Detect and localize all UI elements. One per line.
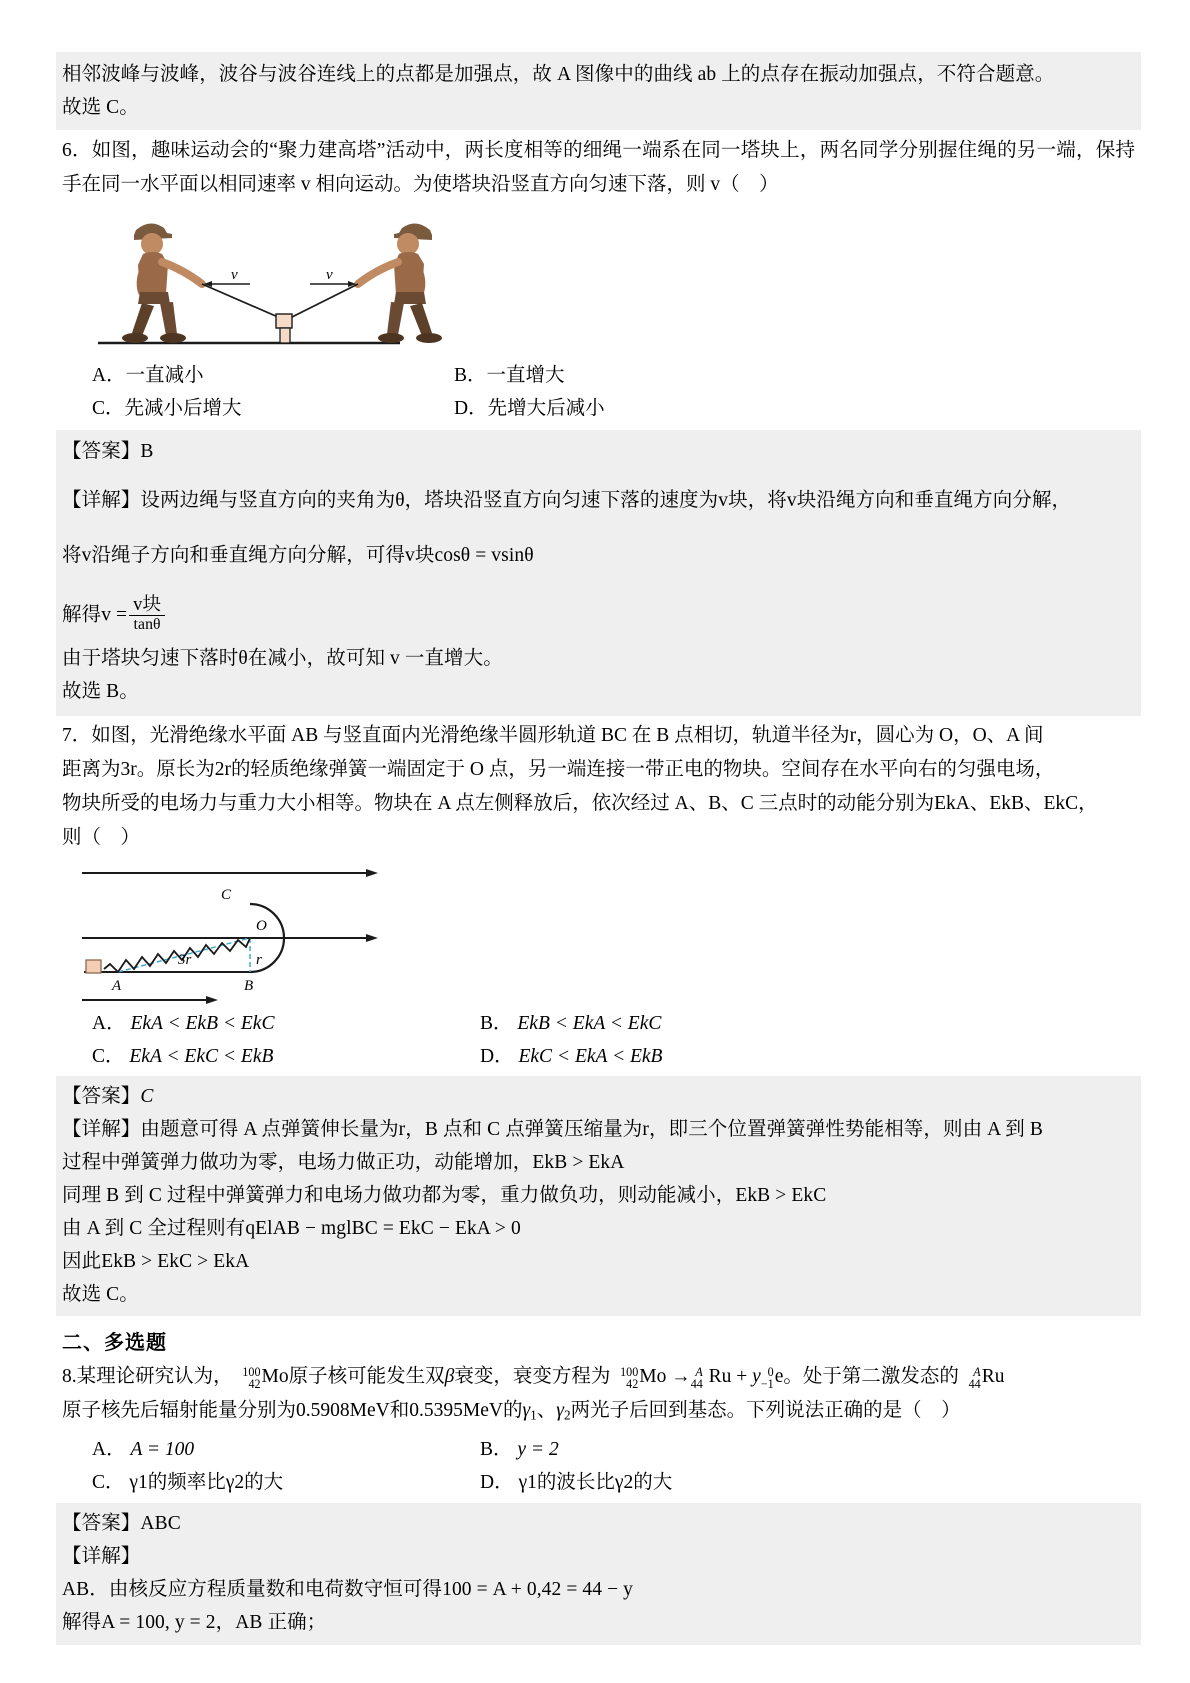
- section-2-title: 二、多选题: [62, 1332, 167, 1355]
- question-7-detail-line-3: 同理 B 到 C 过程中弹簧弹力和电场力做功都为零，重力做负功，则动能减小，EkB > EkC: [62, 1185, 827, 1207]
- question-6-detail-line-5: 故选 B。: [62, 681, 139, 703]
- nuclide-electron-0-minus1: 0 −1: [760, 1364, 774, 1391]
- question-8-detail-label: 【详解】: [62, 1545, 141, 1567]
- question-7-stem-line-1: 7．如图，光滑绝缘水平面 AB 与竖直面内光滑绝缘半圆形轨道 BC 在 B 点相切，轨道半径为r，圆心为 O，O、A 间: [62, 725, 1044, 747]
- question-6-answer-block: [56, 430, 1141, 716]
- option-8-D: D． γ1的波长比γ2的大: [480, 1471, 673, 1493]
- question-7-detail-line-2: 过程中弹簧弹力做功为零，电场力做正功，动能增加，EkB > EkA: [62, 1152, 625, 1174]
- question-8-options-row-2: [62, 1466, 1135, 1499]
- question-7-stem: [62, 719, 1135, 855]
- question-6-detail-line-2: 将v沿绳子方向和垂直绳方向分解，可得v块cosθ = vsinθ: [62, 545, 534, 566]
- question-7-detail-line-6: 故选 C。: [62, 1284, 139, 1306]
- question-8-options-row-1: [62, 1433, 1135, 1466]
- question-6-number: 6．: [62, 140, 92, 161]
- question-8-stem: [62, 1360, 1135, 1432]
- nuclide-ru-A-44-second: A 44: [968, 1364, 981, 1391]
- fraction-v-block-over-tan-theta: $\frac{\text{v块}}{\tan\theta}$: [129, 594, 165, 634]
- label-3r: 3r: [178, 952, 192, 969]
- question-7-options-row-1: [62, 1007, 1135, 1040]
- question-7-detail-line-4: 由 A 到 C 全过程则有qElAB − mglBC = EkC − EkA > 0: [62, 1218, 521, 1240]
- option-6-A: A．一直减小: [92, 365, 204, 386]
- question-8-stem-line-2: 原子核先后辐射能量分别为0.5908MeV和0.5395MeV的$\gamma_1$、$\gamma_2$两光子后回到基态。下列说法正确的是（ ）: [62, 1400, 961, 1423]
- velocity-label-left: v: [231, 267, 238, 283]
- nuclide-ru-A-44-first: A 44: [690, 1364, 703, 1391]
- question-7-stem-line-4: 则（ ）: [62, 827, 141, 849]
- question-8-number: 8.: [62, 1366, 77, 1388]
- left-student-figure: [122, 223, 202, 343]
- question-7-number: 7．: [62, 725, 92, 747]
- option-6-C: C．先减小后增大: [92, 398, 242, 419]
- question-7-stem-line-3: 物块所受的电场力与重力大小相等。物块在 A 点左侧释放后，依次经过 A、B、C 三点时的动能分别为EkA、EkB、EkC，: [62, 793, 1098, 815]
- question-6-detail-line-4: 由于塔块匀速下落时θ在减小，故可知 v 一直增大。: [62, 648, 503, 670]
- question-7-answer: 【答案】C: [62, 1086, 154, 1108]
- label-B: B: [244, 978, 254, 995]
- two-students-pulling-block-diagram: [90, 204, 490, 359]
- question-6-detail-line-1: 【详解】设两边绳与竖直方向的夹角为θ，塔块沿竖直方向匀速下落的速度为v块，将v块沿绳方向和垂直绳方向分解，: [62, 490, 1072, 511]
- option-6-D: D．先增大后减小: [454, 398, 605, 419]
- question-7-detail-line-1: 【详解】由题意可得 A 点弹簧伸长量为r，B 点和 C 点弹簧压缩量为r，即三个位置弹簧弹性势能相等，则由 A 到 B: [62, 1119, 1043, 1141]
- option-7-B: B． EkB < EkA < EkC: [480, 1013, 662, 1035]
- figure-question-6: [90, 204, 490, 359]
- velocity-label-right: v: [326, 267, 333, 283]
- question-6-detail-line-3: 解得v = $\frac{\text{v块}}{\tan\theta}$: [62, 596, 1135, 636]
- top-explanation-line-2: 故选 C。: [62, 97, 139, 118]
- question-7-detail-line-5: 因此EkB > EkC > EkA: [62, 1251, 250, 1273]
- option-8-B: B． y = 2: [480, 1438, 559, 1460]
- spring-block-semicircular-track-diagram: [70, 859, 470, 1009]
- question-7-options-row-2: [62, 1040, 1135, 1073]
- question-8-stem-line-1: 8.某理论研究认为， 100 42 Mo原子核可能发生双β衰变，衰变方程为 100 42 Mo → A 44 Ru + y 0 −1 e。处于第二激发态的 A 44 Ru: [62, 1364, 1005, 1391]
- question-8-detail-line-1: AB．由核反应方程质量数和电荷数守恒可得100 = A + 0,42 = 44 − y: [62, 1578, 634, 1600]
- option-7-A: A． EkA < EkB < EkC: [92, 1013, 275, 1035]
- question-8-answer: 【答案】ABC: [62, 1512, 181, 1534]
- nuclide-mo-100-42-second: 100 42: [620, 1364, 639, 1391]
- question-6-options-row-1: [62, 359, 1135, 392]
- option-7-C: C． EkA < EkC < EkB: [92, 1046, 274, 1068]
- label-C: C: [221, 887, 232, 904]
- nuclide-mo-100-42-first: 100 42: [242, 1364, 261, 1391]
- question-7-answer-block: [56, 1076, 1141, 1316]
- option-8-A: A． A = 100: [92, 1438, 195, 1460]
- top-explanation-line-1: 相邻波峰与波峰，波谷与波谷连线上的点都是加强点，故 A 图像中的曲线 ab 上的点存在振动加强点，不符合题意。: [62, 64, 1055, 85]
- top-explanation-block: [56, 52, 1141, 130]
- figure-question-7: [70, 859, 470, 1007]
- label-r: r: [256, 952, 262, 969]
- option-6-B: B．一直增大: [454, 365, 565, 386]
- question-6-stem: 6．如图，趣味运动会的“聚力建高塔”活动中，两长度相等的细绳一端系在同一塔块上，两名同学分别握住绳的另一端，保持手在同一水平面以相同速率 v 相向运动。为使塔块沿竖直方向匀速下落，则 v（ ）: [62, 140, 1135, 195]
- option-8-C: C． γ1的频率比γ2的大: [92, 1471, 284, 1493]
- option-7-D: D． EkC < EkA < EkB: [480, 1046, 663, 1068]
- question-8-detail-line-2: 解得A = 100, y = 2，AB 正确；: [62, 1611, 327, 1633]
- charged-block: [86, 960, 101, 973]
- label-A: A: [112, 978, 122, 995]
- question-6-options-row-2: [62, 392, 1135, 425]
- question-7-stem-line-2: 距离为3r。原长为2r的轻质绝缘弹簧一端固定于 O 点，另一端连接一带正电的物块。空间存在水平向右的匀强电场，: [62, 759, 1055, 781]
- label-O: O: [256, 918, 267, 935]
- question-6-answer: 【答案】B: [62, 441, 154, 462]
- question-8-answer-block: [56, 1503, 1141, 1645]
- right-student-figure: [358, 223, 442, 343]
